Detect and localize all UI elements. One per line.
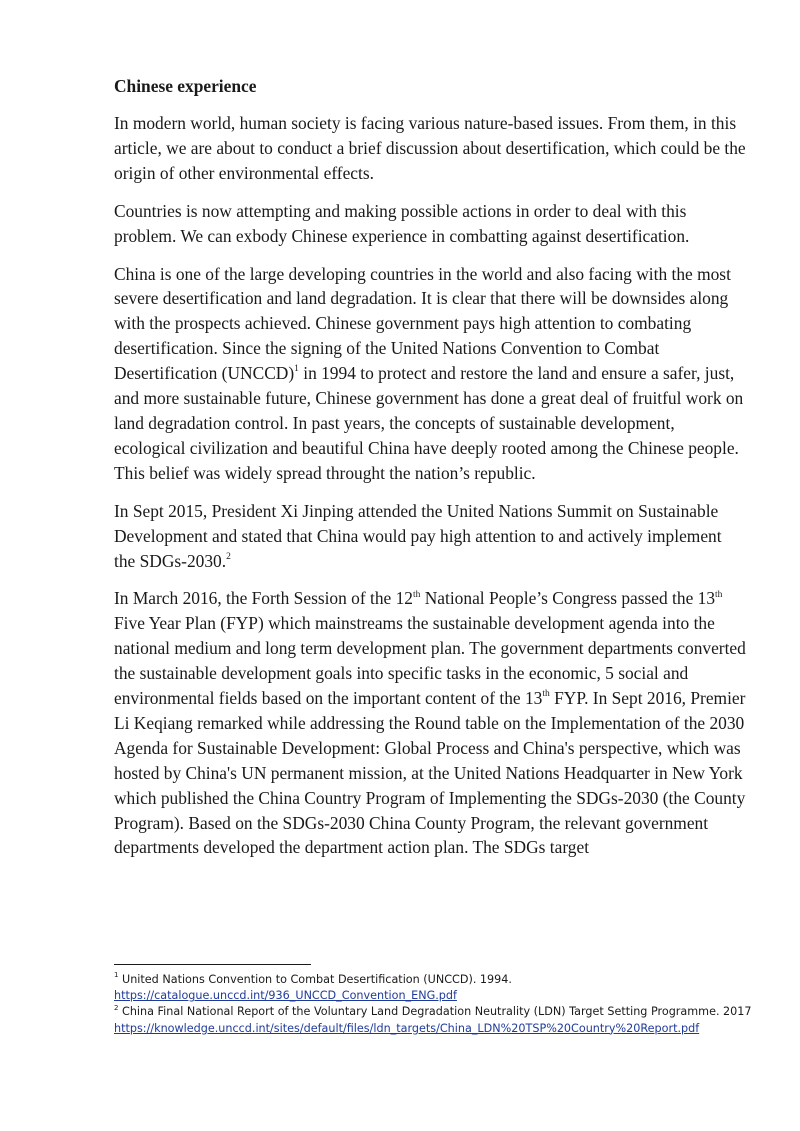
- document-body: [114, 74, 746, 873]
- paragraph-fyp-text-c: Five Year Plan (FYP) which mainstreams the sustainable development agenda into the national medium and long term development plan. The government departments converted the sustainable development goals into specific tasks in the economic, 5 social and environmental fields based on the important content of the 13: [114, 613, 746, 709]
- footnote-2-link-line: [114, 1021, 774, 1037]
- footnote-text: United Nations Convention to Combat Desertification (UNCCD). 1994.: [118, 973, 512, 986]
- paragraph-china-text-b: in 1994 to protect and restore the land and ensure a safer, just, and more sustainable future, Chinese government has done a great deal of fruitful work on land degradation control. In past years, the concepts of sustainable development, ecological civilization and beautiful China have deeply rooted among the Chinese people. This belief was widely spread throught the nation’s republic.: [114, 363, 744, 483]
- paragraph-countries: [114, 199, 746, 249]
- ordinal-suffix: th: [715, 589, 723, 600]
- paragraph-fyp-text-b: National People’s Congress passed the 13: [420, 588, 716, 609]
- paragraph-china-text-a: China is one of the large developing countries in the world and also facing with the most severe desertification and land degradation. It is clear that there will be downsides along with the prospects achieved. Chinese government pays high attention to combating desertification. Since the signing of the United Nations Convention to Combat Desertification (UNCCD): [114, 263, 731, 384]
- footnote-2: [114, 1004, 774, 1020]
- footnote-link[interactable]: https://catalogue.unccd.int/936_UNCCD_Convention_ENG.pdf: [114, 989, 457, 1003]
- footnote-ref-1[interactable]: 1: [294, 364, 299, 375]
- footnote-separator: [114, 964, 311, 965]
- paragraph-fyp-text-a: In March 2016, the Forth Session of the 12: [114, 588, 413, 609]
- paragraph-summit-text: In Sept 2015, President Xi Jinping attended the United Nations Summit on Sustainable Development and stated that China would pay high attention to and actively implement the SDGs-2030.: [114, 500, 722, 571]
- footnote-number: 1: [114, 971, 119, 980]
- paragraph-intro: [114, 111, 746, 186]
- footnote-ref-2[interactable]: 2: [226, 551, 231, 562]
- ordinal-suffix: th: [413, 589, 421, 600]
- footnote-1-link-line: [114, 988, 774, 1004]
- footnote-link[interactable]: https://knowledge.unccd.int/sites/default/files/ldn_targets/China_LDN%20TSP%20Country%20Report.pdf: [114, 1021, 700, 1035]
- footnote-text: China Final National Report of the Voluntary Land Degradation Neutrality (LDN) Target Setting Programme. 2017: [118, 1005, 752, 1019]
- footnotes: [114, 972, 774, 1037]
- paragraph-fyp: [114, 586, 746, 860]
- ordinal-suffix: th: [542, 689, 550, 700]
- footnote-number: 2: [114, 1003, 119, 1012]
- section-heading: Chinese experience: [114, 76, 257, 96]
- paragraph-countries-text: Countries is now attempting and making possible actions in order to deal with this problem. We can exbody Chinese experience in combatting against desertification.: [114, 200, 690, 246]
- paragraph-summit: [114, 499, 746, 574]
- paragraph-intro-text: In modern world, human society is facing various nature-based issues. From them, in this article, we are about to conduct a brief discussion about desertification, which could be the origin of other environmental effects.: [114, 113, 746, 183]
- footnote-1: [114, 972, 774, 988]
- paragraph-fyp-text-d: FYP. In Sept 2016, Premier Li Keqiang remarked while addressing the Round table on the Implementation of the 2030 Agenda for Sustainable Development: Global Process and China's perspective, which was hosted by China's UN permanent mission, at the United Nations Headquarter in New York which published the China Country Program of Implementing the SDGs-2030 (the County Program). Based on the SDGs-2030 China County Program, the relevant government departments developed the department action plan. The SDGs target: [114, 688, 746, 858]
- paragraph-china: [114, 262, 746, 486]
